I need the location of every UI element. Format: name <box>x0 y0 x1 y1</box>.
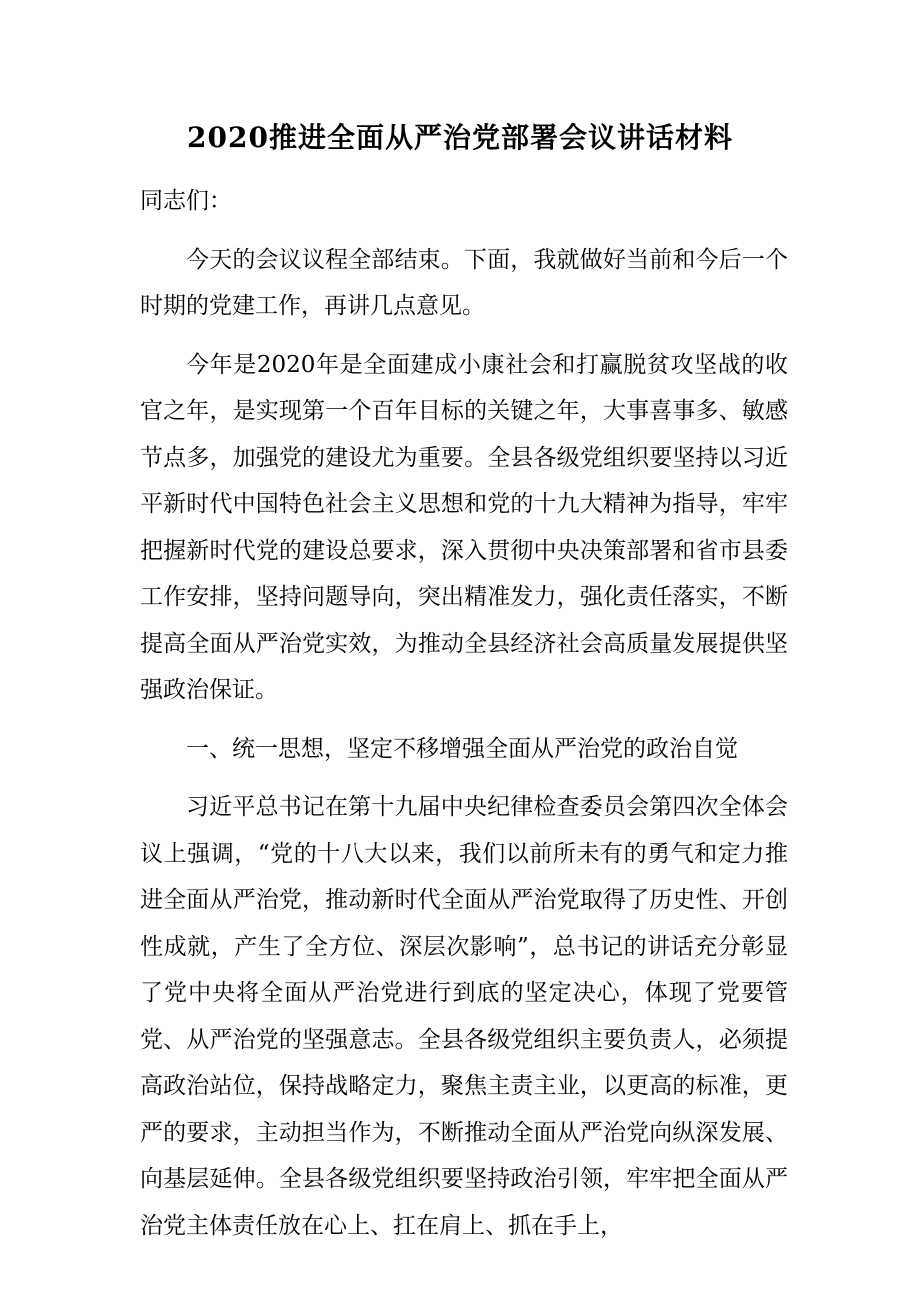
paragraph-section-1: 习近平总书记在第十九届中央纪律检查委员会第四次全体会议上强调，“党的十八大以来，我们以前所未有的勇气和定力推进全面从严治党，推动新时代全面从严治党取得了历史性、开创性成就，产生了全方位、深层次影响”，总书记的讲话充分彰显了党中央将全面从严治党进行到底的坚定决心，体现了党要管党、从严治党的坚强意志。全县各级党组织主要负责人，必须提高政治站位，保持战略定力，聚焦主责主业，以更高的标准，更严的要求，主动担当作为，不断推动全面从严治党向纵深发展、向基层延伸。全县各级党组织要坚持政治引领，牢牢把全面从严治党主体责任放在心上、扛在肩上、抓在手上， <box>140 794 788 1239</box>
document-title: 2020推进全面从严治党部署会议讲话材料 <box>187 121 733 154</box>
salutation: 同志们： <box>140 188 232 214</box>
section-heading-1: 一、统一思想，坚定不移增强全面从严治党的政治自觉 <box>186 735 738 762</box>
paragraph-overview: 今年是2020年是全面建成小康社会和打赢脱贫攻坚战的收官之年，是实现第一个百年目标的关键之年，大事喜事多、敏感节点多，加强党的建设尤为重要。全县各级党组织要坚持以习近平新时代中国特色社会主义思想和党的十九大精神为指导，牢牢把握新时代党的建设总要求，深入贯彻中央决策部署和省市县委工作安排，坚持问题导向，突出精准发力，强化责任落实，不断提高全面从严治党实效，为推动全县经济社会高质量发展提供坚强政治保证。 <box>140 351 788 703</box>
paragraph-intro: 今天的会议议程全部结束。下面，我就做好当前和今后一个时期的党建工作，再讲几点意见。 <box>140 246 788 319</box>
document-body <box>140 178 788 1261</box>
